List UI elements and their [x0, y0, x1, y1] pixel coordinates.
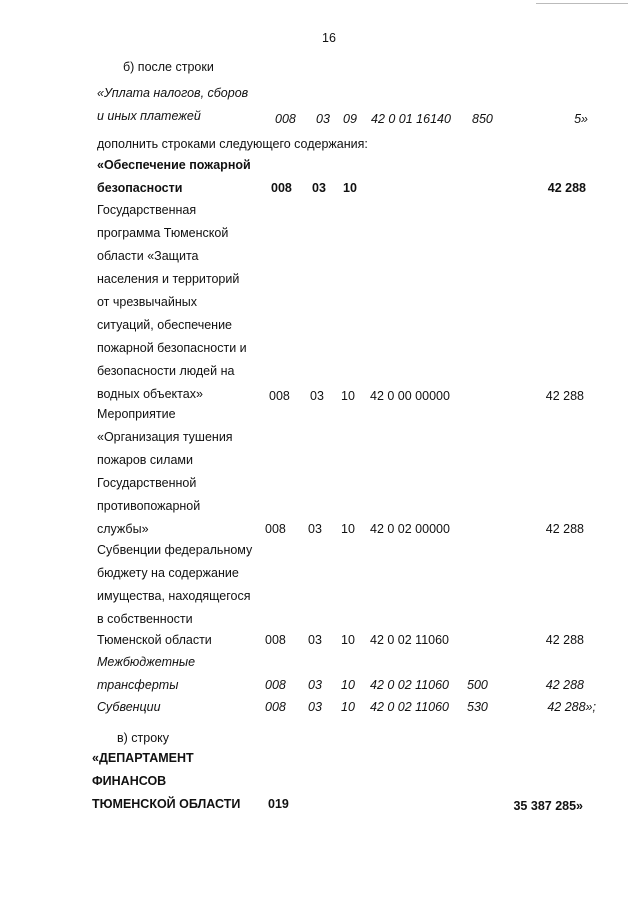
csr-code: 42 0 02 00000 [370, 522, 450, 536]
rz-code: 03 [316, 112, 330, 126]
row-name-line: «Организация тушения [97, 430, 233, 444]
row-name-line: «ДЕПАРТАМЕНТ [92, 751, 194, 765]
pr-code: 09 [343, 112, 357, 126]
row-name-line: противопожарной [97, 499, 201, 513]
add-text: дополнить строками следующего содержания: [97, 137, 368, 151]
sum-value: 42 288 [545, 389, 584, 403]
ved-code: 008 [265, 700, 286, 714]
ved-code: 008 [265, 678, 286, 692]
rz-code: 03 [308, 522, 322, 536]
sum-value: 42 288 [545, 633, 584, 647]
sum-value: 5» [574, 112, 588, 126]
row-name-line: области «Защита [97, 249, 199, 263]
pr-code: 10 [341, 633, 355, 647]
sum-value: 42 288 [545, 678, 584, 692]
csr-code: 42 0 02 11060 [370, 678, 450, 692]
row-name-line: безопасности [97, 181, 183, 195]
csr-code: 42 0 00 00000 [370, 389, 450, 403]
rz-code: 03 [310, 389, 324, 403]
pr-code: 10 [341, 678, 355, 692]
pr-code: 10 [341, 522, 355, 536]
row-name-line: имущества, находящегося [97, 589, 251, 603]
row-name-line: безопасности людей на [97, 364, 235, 378]
sum-value: 42 288 [547, 181, 586, 195]
row-name-line: и иных платежей [97, 109, 201, 123]
ved-code: 008 [275, 112, 296, 126]
row-name-line: программа Тюменской [97, 226, 229, 240]
row-name-line: «Обеспечение пожарной [97, 158, 251, 172]
row-name-line: трансферты [97, 678, 179, 692]
row-name-line: ТЮМЕНСКОЙ ОБЛАСТИ [92, 797, 241, 811]
row-name-line: Субвенции [97, 700, 161, 714]
ved-code: 008 [271, 181, 292, 195]
rz-code: 03 [312, 181, 326, 195]
vr-code: 500 [467, 678, 488, 692]
pr-code: 10 [343, 181, 357, 195]
row-name-line: Мероприятие [97, 407, 176, 421]
rz-code: 03 [308, 633, 322, 647]
rz-code: 03 [308, 700, 322, 714]
pr-code: 10 [341, 700, 355, 714]
section-v-intro: в) строку [117, 731, 170, 745]
row-name-line: Межбюджетные [97, 655, 196, 669]
row-name-line: населения и территорий [97, 272, 240, 286]
row-name-line: от чрезвычайных [97, 295, 197, 309]
row-name-line: бюджету на содержание [97, 566, 239, 580]
page-number: 16 [322, 31, 336, 45]
section-b-intro: б) после строки [123, 60, 214, 74]
ved-code: 008 [265, 522, 286, 536]
sum-value: 35 387 285» [513, 799, 583, 813]
scan-edge-line [536, 3, 628, 4]
row-name-line: пожарной безопасности и [97, 341, 247, 355]
ved-code: 008 [265, 633, 286, 647]
row-name-line: водных объектах» [97, 387, 203, 401]
row-name-line: «Уплата налогов, сборов [97, 86, 249, 100]
row-name-line: Государственной [97, 476, 197, 490]
vr-code: 850 [472, 112, 493, 126]
row-name-line: ситуаций, обеспечение [97, 318, 233, 332]
row-name-line: Тюменской области [97, 633, 212, 647]
row-name-line: ФИНАНСОВ [92, 774, 167, 788]
row-name-line: пожаров силами [97, 453, 193, 467]
csr-code: 42 0 02 11060 [370, 633, 450, 647]
vr-code: 530 [467, 700, 488, 714]
row-name-line: в собственности [97, 612, 193, 626]
ved-code: 019 [268, 797, 289, 811]
sum-value: 42 288 [545, 522, 584, 536]
rz-code: 03 [308, 678, 322, 692]
row-name-line: Государственная [97, 203, 197, 217]
row-name-line: Субвенции федеральному [97, 543, 253, 557]
ved-code: 008 [269, 389, 290, 403]
csr-code: 42 0 01 16140 [371, 112, 451, 126]
sum-value: 42 288»; [547, 700, 596, 714]
pr-code: 10 [341, 389, 355, 403]
csr-code: 42 0 02 11060 [370, 700, 450, 714]
row-name-line: службы» [97, 522, 149, 536]
